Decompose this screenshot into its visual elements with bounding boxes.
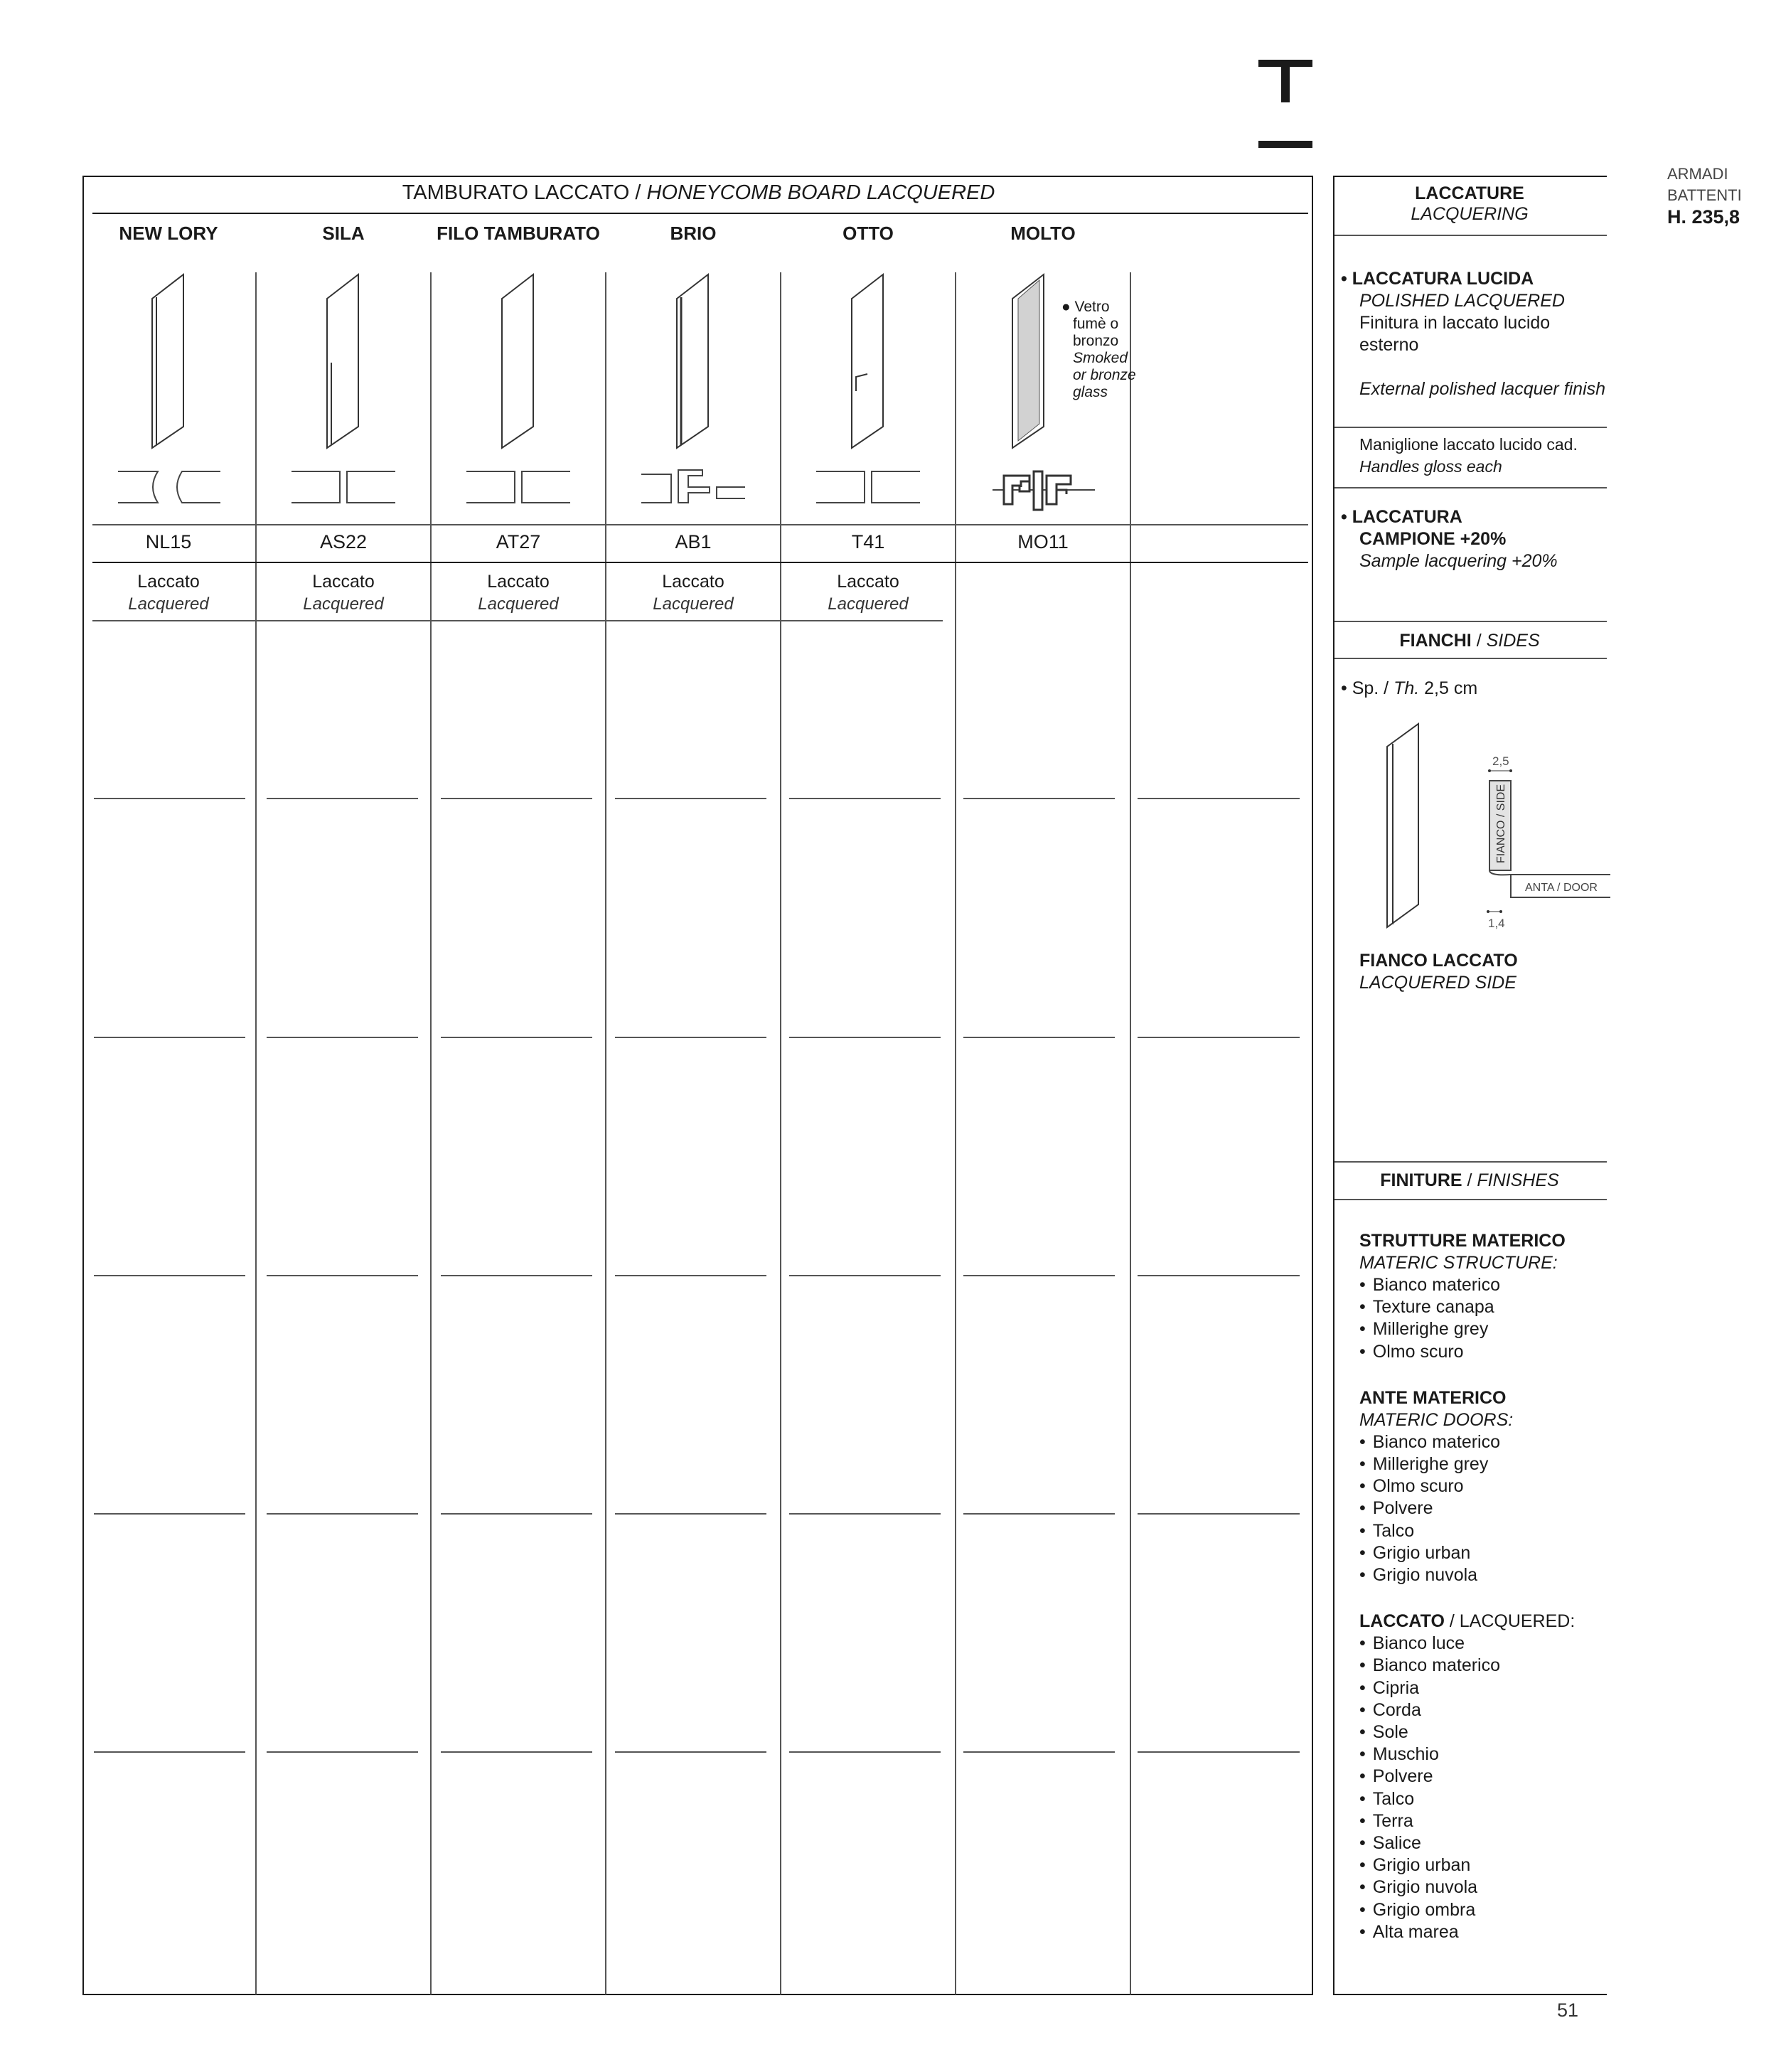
list-item: • Sole	[1359, 1721, 1601, 1743]
strutture-list	[1359, 1274, 1601, 1363]
finish-cell: Laccato Lacquered	[478, 572, 559, 614]
molto-glass-note: ● Vetro fumè o bronzo Smoked or bronze glass	[1061, 299, 1136, 400]
laccatura-campione: • LACCATURA CAMPIONE +20% Sample lacquering +20%	[1341, 507, 1558, 571]
side-panel-diagram	[1383, 718, 1610, 939]
grid-row-line	[441, 1751, 592, 1753]
grid-row-line	[94, 1275, 245, 1276]
grid-row-line	[789, 1037, 941, 1038]
code-t41: T41	[851, 531, 885, 552]
code-at27: AT27	[496, 531, 541, 552]
profile-filo-icon	[464, 466, 577, 508]
finish-cell: Laccato Lacquered	[303, 572, 384, 614]
divider	[1334, 658, 1607, 659]
divider	[1334, 621, 1607, 622]
profile-sila-icon	[289, 466, 402, 508]
list-item: • Bianco materico	[1359, 1431, 1601, 1453]
side-panel-border	[1333, 176, 1334, 1995]
grid-row-line	[789, 798, 941, 799]
logo-t-icon	[1258, 50, 1312, 156]
list-item: • Grigio nuvola	[1359, 1564, 1601, 1586]
list-item: • Texture canapa	[1359, 1296, 1601, 1318]
col-head-new-lory: NEW LORY	[119, 223, 218, 244]
code-as22: AS22	[319, 531, 368, 552]
category-line-2: BATTENTI	[1667, 186, 1742, 204]
fianco-laccato: FIANCO LACCATO LACQUERED SIDE	[1359, 951, 1518, 993]
code-nl15: NL15	[145, 531, 192, 552]
laccature-header: LACCATURE LACQUERING	[1411, 183, 1529, 224]
col-head-brio: BRIO	[670, 223, 717, 244]
grid-row-line	[94, 1751, 245, 1753]
profile-otto-icon	[813, 466, 927, 508]
finish-cell: Laccato Lacquered	[828, 572, 909, 614]
grid-row-line	[1138, 798, 1300, 799]
list-item: • Talco	[1359, 1520, 1601, 1542]
grid-row-line	[267, 1513, 418, 1515]
code-row-bottom	[92, 562, 1308, 563]
list-item: • Millerighe grey	[1359, 1318, 1601, 1340]
grid-row-line	[1138, 1751, 1300, 1753]
grid-row-line	[94, 1513, 245, 1515]
list-item: • Bianco materico	[1359, 1655, 1601, 1677]
list-item: • Olmo scuro	[1359, 1475, 1601, 1497]
door-sila-icon	[317, 270, 374, 455]
grid-row-line	[441, 1275, 592, 1276]
logo	[1258, 50, 1312, 156]
list-item: • Polvere	[1359, 1497, 1601, 1520]
finishes-list: STRUTTURE MATERICO MATERIC STRUCTURE: • Bianco materico • Texture canapa • Millerighe grey • Olmo scuro ANTE MATERICO MATERIC DOORS: • Bianco materico • Millerighe grey • Olmo scuro • Polvere • Talco • Grigio urban • Grigio nuvola LACCATO / LACQUERED: • Bianco luce • Bianco materico • Cipria • Corda • Sole • Muschio • Polvere • Talco • Terra • Salice • Grigio urban • Grigio nuvola • Grigio ombra • Alta marea	[1359, 1230, 1601, 1943]
maniglione-note: Maniglione laccato lucido cad. Handles gloss each	[1359, 435, 1578, 476]
grid-row-line	[615, 798, 766, 799]
grid-row-line	[615, 1275, 766, 1276]
list-item: • Salice	[1359, 1832, 1601, 1854]
divider	[1334, 1199, 1607, 1200]
door-filo-icon	[492, 270, 549, 455]
bullet-icon: •	[1341, 678, 1352, 698]
grid-row-line	[441, 1513, 592, 1515]
ante-list	[1359, 1431, 1601, 1586]
code-row-top	[92, 524, 1308, 525]
profile-brio-icon	[638, 466, 752, 508]
dim-gap-label: 1,4	[1488, 917, 1505, 930]
grid-row-line	[94, 1037, 245, 1038]
grid-row-line	[267, 1275, 418, 1276]
grid-row-line	[615, 1037, 766, 1038]
grid-row-line	[1138, 1037, 1300, 1038]
fianchi-header: FIANCHI / SIDES	[1399, 631, 1540, 651]
list-item: • Talco	[1359, 1788, 1601, 1810]
list-item: • Grigio urban	[1359, 1542, 1601, 1564]
grid-row-line	[789, 1513, 941, 1515]
grid-row-line	[789, 1751, 941, 1753]
fianchi-thickness: • Sp. / Th. 2,5 cm	[1341, 678, 1478, 698]
laccato-list	[1359, 1633, 1601, 1943]
list-item: • Bianco luce	[1359, 1633, 1601, 1655]
grid-row-line	[1138, 1275, 1300, 1276]
bullet-icon: •	[1341, 269, 1352, 289]
bullet-icon: •	[1341, 507, 1352, 527]
finiture-header: FINITURE / FINISHES	[1380, 1170, 1559, 1190]
list-item: • Alta marea	[1359, 1921, 1601, 1943]
grid-row-line	[94, 798, 245, 799]
divider	[1334, 235, 1607, 236]
col-head-molto: MOLTO	[1010, 223, 1076, 244]
side-bottom-line	[1333, 1994, 1607, 1995]
door-otto-icon	[842, 270, 899, 455]
grid-row-line	[267, 1037, 418, 1038]
door-label: ANTA / DOOR	[1525, 882, 1598, 894]
dim-thickness-label: 2,5	[1492, 754, 1509, 768]
door-brio-icon	[667, 270, 724, 455]
finish-cell: Laccato Lacquered	[653, 572, 734, 614]
page-number: 51	[1557, 1999, 1579, 2021]
code-mo11: MO11	[1017, 531, 1069, 552]
code-ab1: AB1	[675, 531, 712, 552]
list-item: • Terra	[1359, 1810, 1601, 1832]
category-label	[1667, 164, 1742, 228]
grid-row-line	[963, 1275, 1115, 1276]
grid-row-line	[1138, 1513, 1300, 1515]
grid-row-line	[441, 798, 592, 799]
height-label: H. 235,8	[1667, 206, 1740, 228]
grid-row-line	[963, 1037, 1115, 1038]
category-line-1: ARMADI	[1667, 165, 1728, 183]
profile-molto-icon	[988, 466, 1102, 516]
title-divider	[92, 213, 1308, 214]
grid-row-line	[963, 798, 1115, 799]
grid-row-line	[441, 1037, 592, 1038]
grid-row-line	[789, 1275, 941, 1276]
list-item: • Muschio	[1359, 1743, 1601, 1766]
list-item: • Bianco materico	[1359, 1274, 1601, 1296]
col-head-sila: SILA	[322, 223, 365, 244]
col-head-filo: FILO TAMBURATO	[437, 223, 600, 244]
grid-row-line	[963, 1513, 1115, 1515]
list-item: • Grigio ombra	[1359, 1899, 1601, 1921]
list-item: • Grigio urban	[1359, 1854, 1601, 1876]
list-item: • Corda	[1359, 1699, 1601, 1721]
door-new-lory-icon	[142, 270, 199, 455]
grid-row-line	[267, 798, 418, 799]
grid-row-line	[267, 1751, 418, 1753]
grid-row-line	[615, 1513, 766, 1515]
grid-row-line	[615, 1751, 766, 1753]
divider	[1334, 487, 1607, 488]
list-item: • Olmo scuro	[1359, 1341, 1601, 1363]
profile-new-lory-icon	[114, 466, 228, 508]
finish-row-bottom	[92, 620, 943, 621]
divider	[1334, 1161, 1607, 1163]
laccatura-lucida: • LACCATURA LUCIDA POLISHED LACQUERED Finitura in laccato lucido esterno External polished lacquer finish	[1341, 269, 1606, 399]
side-label: FIANCO / SIDE	[1495, 784, 1507, 863]
list-item: • Cipria	[1359, 1677, 1601, 1699]
list-item: • Polvere	[1359, 1766, 1601, 1788]
col-head-otto: OTTO	[842, 223, 894, 244]
list-item: • Grigio nuvola	[1359, 1876, 1601, 1899]
door-molto-icon	[1002, 270, 1059, 455]
divider	[1334, 427, 1607, 428]
side-top-line	[1333, 176, 1607, 177]
grid-row-line	[963, 1751, 1115, 1753]
bullet-icon: ●	[1061, 299, 1075, 315]
table-title: TAMBURATO LACCATO / HONEYCOMB BOARD LACQUERED	[402, 181, 995, 204]
list-item: • Millerighe grey	[1359, 1453, 1601, 1475]
finish-cell: Laccato Lacquered	[128, 572, 209, 614]
